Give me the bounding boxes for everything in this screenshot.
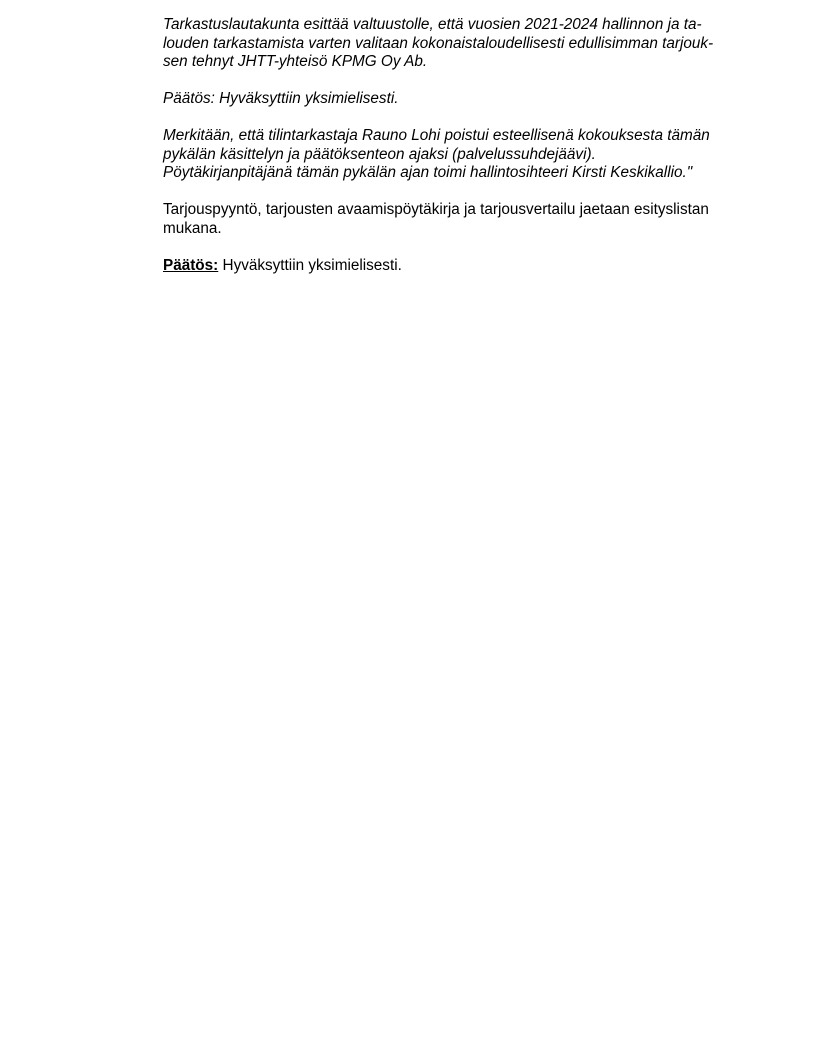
text-line: pykälän käsittelyn ja päätöksenteon ajaksi (palvelussuhdejäävi). [163,145,596,163]
decision-label: Päätös: [163,256,219,274]
quoted-recusal-note [163,127,753,183]
text-line: sen tehnyt JHTT-yhteisö KPMG Oy Ab. [163,53,428,70]
text-line: louden tarkastamista varten valitaan kokonaistaloudellisesti edullisimman tarjouk- [163,34,714,52]
text-line: Päätös: Hyväksyttiin yksimielisesti. [163,90,399,107]
decision-paragraph [163,257,753,276]
text-line: Tarkastuslautakunta esittää valtuustolle, että vuosien 2021-2024 hallinnon ja ta- [163,16,702,33]
decision-text: Hyväksyttiin yksimielisesti. [218,256,402,274]
text-line: Pöytäkirjanpitäjänä tämän pykälän ajan toimi hallintosihteeri Kirsti Keskikallio." [163,164,693,181]
text-line: mukana. [163,219,222,237]
quoted-decision [163,90,753,109]
text-line: Merkitään, että tilintarkastaja Rauno Lohi poistui esteellisenä kokouksesta tämän [163,127,710,144]
document-body [163,16,753,294]
text-line: Tarjouspyyntö, tarjousten avaamispöytäkirja ja tarjousvertailu jaetaan esityslistan [163,201,709,218]
quoted-proposal-paragraph [163,16,753,72]
attachment-note [163,201,753,238]
